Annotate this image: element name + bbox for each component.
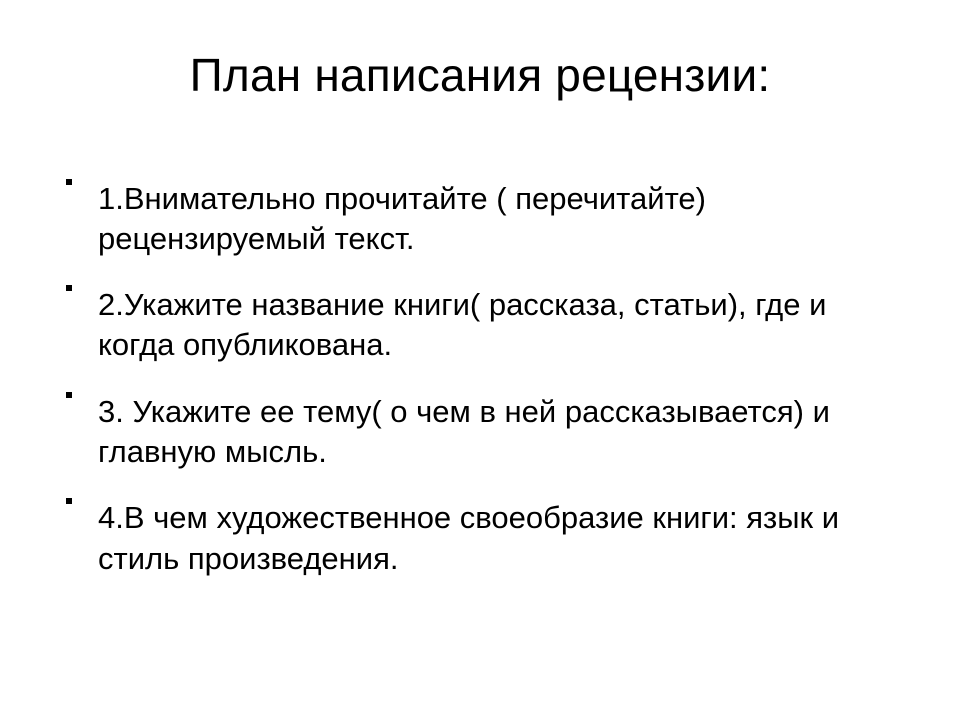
bullet-list xyxy=(54,179,906,579)
list-item-text: 3. Укажите ее тему( о чем в ней рассказывается) и главную мысль. xyxy=(98,393,830,470)
square-bullet-icon xyxy=(66,285,72,291)
square-bullet-icon xyxy=(66,498,72,504)
list-item xyxy=(54,498,906,579)
list-item xyxy=(54,179,906,260)
list-item-text: 4.В чем художественное своеобразие книги: язык и стиль произведения. xyxy=(98,500,840,576)
list-item xyxy=(54,392,906,473)
list-item-text: 1.Внимательно прочитайте ( перечитайте) рецензируемый текст. xyxy=(98,180,706,256)
list-item-text: 2.Укажите название книги( рассказа, статьи), где и когда опубликована. xyxy=(98,287,827,363)
page-title: План написания рецензии: xyxy=(189,49,771,101)
list-item xyxy=(54,285,906,366)
square-bullet-icon xyxy=(66,392,72,398)
square-bullet-icon xyxy=(66,179,72,185)
